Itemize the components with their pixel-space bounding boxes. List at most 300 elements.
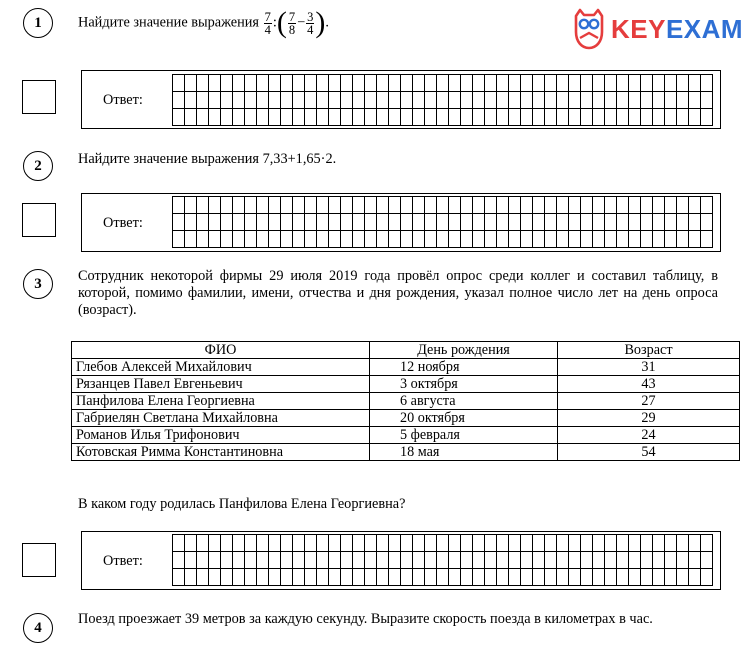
answer-cell[interactable] (557, 75, 569, 92)
answer-cell[interactable] (437, 197, 449, 214)
answer-cell[interactable] (197, 109, 209, 126)
answer-cell[interactable] (317, 75, 329, 92)
answer-cell[interactable] (593, 109, 605, 126)
answer-cell[interactable] (401, 92, 413, 109)
answer-cell[interactable] (245, 92, 257, 109)
answer-cell[interactable] (173, 569, 185, 586)
answer-cell[interactable] (197, 569, 209, 586)
answer-cell[interactable] (377, 75, 389, 92)
answer-cell[interactable] (677, 569, 689, 586)
answer-cell[interactable] (509, 214, 521, 231)
answer-cell[interactable] (305, 231, 317, 248)
answer-cell[interactable] (605, 535, 617, 552)
answer-checkbox-1[interactable] (22, 80, 56, 114)
answer-cell[interactable] (401, 109, 413, 126)
answer-cell[interactable] (689, 109, 701, 126)
answer-cell[interactable] (665, 214, 677, 231)
answer-cell[interactable] (557, 109, 569, 126)
answer-cell[interactable] (185, 197, 197, 214)
answer-cell[interactable] (425, 535, 437, 552)
answer-cell[interactable] (413, 75, 425, 92)
answer-cell[interactable] (569, 214, 581, 231)
answer-cell[interactable] (629, 569, 641, 586)
answer-cell[interactable] (341, 92, 353, 109)
answer-cell[interactable] (389, 109, 401, 126)
answer-cell[interactable] (485, 197, 497, 214)
answer-cell[interactable] (605, 214, 617, 231)
answer-cell[interactable] (641, 214, 653, 231)
answer-cell[interactable] (629, 92, 641, 109)
answer-cell[interactable] (257, 92, 269, 109)
answer-cell[interactable] (581, 231, 593, 248)
answer-cell[interactable] (329, 92, 341, 109)
answer-cell[interactable] (281, 109, 293, 126)
answer-cell[interactable] (281, 535, 293, 552)
answer-cell[interactable] (557, 214, 569, 231)
answer-cell[interactable] (353, 214, 365, 231)
answer-cell[interactable] (389, 552, 401, 569)
answer-cell[interactable] (305, 92, 317, 109)
answer-cell[interactable] (401, 214, 413, 231)
answer-cell[interactable] (353, 75, 365, 92)
answer-cell[interactable] (521, 214, 533, 231)
answer-cell[interactable] (365, 535, 377, 552)
answer-cell[interactable] (689, 214, 701, 231)
answer-cell[interactable] (305, 109, 317, 126)
answer-cell[interactable] (497, 535, 509, 552)
answer-cell[interactable] (293, 535, 305, 552)
answer-cell[interactable] (641, 75, 653, 92)
answer-cell[interactable] (353, 109, 365, 126)
answer-cell[interactable] (413, 197, 425, 214)
answer-cell[interactable] (209, 552, 221, 569)
answer-cell[interactable] (605, 197, 617, 214)
answer-cell[interactable] (437, 92, 449, 109)
answer-cell[interactable] (593, 197, 605, 214)
answer-cell[interactable] (425, 569, 437, 586)
answer-cell[interactable] (701, 92, 713, 109)
answer-cell[interactable] (209, 92, 221, 109)
answer-cell[interactable] (221, 75, 233, 92)
answer-cell[interactable] (437, 109, 449, 126)
answer-cell[interactable] (665, 197, 677, 214)
answer-cell[interactable] (485, 231, 497, 248)
answer-cell[interactable] (413, 214, 425, 231)
answer-checkbox-3[interactable] (22, 543, 56, 577)
answer-cell[interactable] (497, 109, 509, 126)
answer-cell[interactable] (173, 535, 185, 552)
answer-cell[interactable] (233, 92, 245, 109)
answer-cell[interactable] (557, 535, 569, 552)
answer-cell[interactable] (221, 535, 233, 552)
answer-cell[interactable] (233, 569, 245, 586)
answer-cell[interactable] (353, 535, 365, 552)
answer-cell[interactable] (485, 535, 497, 552)
answer-cell[interactable] (389, 569, 401, 586)
answer-cell[interactable] (689, 92, 701, 109)
answer-cell[interactable] (341, 109, 353, 126)
answer-cell[interactable] (401, 197, 413, 214)
answer-cell[interactable] (425, 552, 437, 569)
answer-cell[interactable] (497, 231, 509, 248)
answer-cell[interactable] (173, 214, 185, 231)
answer-cell[interactable] (293, 75, 305, 92)
answer-cell[interactable] (533, 214, 545, 231)
answer-cell[interactable] (485, 109, 497, 126)
answer-cell[interactable] (185, 109, 197, 126)
answer-cell[interactable] (677, 231, 689, 248)
answer-cell[interactable] (413, 92, 425, 109)
answer-cell[interactable] (701, 214, 713, 231)
answer-cell[interactable] (701, 75, 713, 92)
answer-cell[interactable] (521, 535, 533, 552)
answer-cell[interactable] (269, 569, 281, 586)
answer-cell[interactable] (353, 197, 365, 214)
answer-cell[interactable] (665, 552, 677, 569)
answer-cell[interactable] (617, 535, 629, 552)
answer-cell[interactable] (197, 552, 209, 569)
answer-cell[interactable] (617, 214, 629, 231)
answer-cell[interactable] (533, 75, 545, 92)
answer-cell[interactable] (701, 197, 713, 214)
answer-cell[interactable] (461, 214, 473, 231)
answer-cell[interactable] (653, 75, 665, 92)
answer-cell[interactable] (245, 109, 257, 126)
answer-cell[interactable] (485, 92, 497, 109)
answer-cell[interactable] (197, 535, 209, 552)
answer-cell[interactable] (269, 214, 281, 231)
answer-cell[interactable] (665, 535, 677, 552)
answer-cell[interactable] (545, 231, 557, 248)
answer-cell[interactable] (557, 92, 569, 109)
answer-cell[interactable] (617, 231, 629, 248)
answer-cell[interactable] (569, 535, 581, 552)
answer-cell[interactable] (185, 214, 197, 231)
answer-cell[interactable] (641, 569, 653, 586)
answer-cell[interactable] (257, 231, 269, 248)
answer-cell[interactable] (485, 214, 497, 231)
answer-cell[interactable] (581, 197, 593, 214)
answer-cell[interactable] (677, 109, 689, 126)
answer-cell[interactable] (641, 231, 653, 248)
answer-cell[interactable] (281, 569, 293, 586)
answer-cell[interactable] (653, 231, 665, 248)
answer-cell[interactable] (533, 535, 545, 552)
answer-cell[interactable] (677, 92, 689, 109)
answer-cell[interactable] (449, 75, 461, 92)
answer-cell[interactable] (629, 535, 641, 552)
answer-cell[interactable] (329, 109, 341, 126)
answer-cell[interactable] (533, 569, 545, 586)
answer-cell[interactable] (689, 197, 701, 214)
answer-cell[interactable] (521, 197, 533, 214)
answer-cell[interactable] (677, 197, 689, 214)
answer-cell[interactable] (665, 75, 677, 92)
answer-cell[interactable] (461, 535, 473, 552)
answer-cell[interactable] (509, 231, 521, 248)
answer-cell[interactable] (653, 535, 665, 552)
answer-cell[interactable] (509, 535, 521, 552)
answer-cell[interactable] (221, 231, 233, 248)
answer-cell[interactable] (353, 92, 365, 109)
answer-cell[interactable] (257, 109, 269, 126)
answer-cell[interactable] (425, 109, 437, 126)
answer-cell[interactable] (329, 535, 341, 552)
answer-cell[interactable] (281, 552, 293, 569)
answer-cell[interactable] (701, 535, 713, 552)
answer-cell[interactable] (509, 92, 521, 109)
answer-cell[interactable] (233, 231, 245, 248)
answer-cell[interactable] (545, 109, 557, 126)
answer-cell[interactable] (689, 75, 701, 92)
answer-cell[interactable] (449, 109, 461, 126)
answer-cell[interactable] (593, 535, 605, 552)
answer-cell[interactable] (617, 197, 629, 214)
answer-cell[interactable] (389, 231, 401, 248)
answer-cell[interactable] (317, 231, 329, 248)
answer-cell[interactable] (341, 197, 353, 214)
answer-cell[interactable] (641, 535, 653, 552)
answer-cell[interactable] (437, 214, 449, 231)
answer-cell[interactable] (269, 552, 281, 569)
answer-cell[interactable] (317, 214, 329, 231)
answer-cell[interactable] (473, 552, 485, 569)
answer-cell[interactable] (521, 552, 533, 569)
answer-cell[interactable] (593, 231, 605, 248)
answer-cell[interactable] (329, 75, 341, 92)
answer-cell[interactable] (221, 197, 233, 214)
answer-cell[interactable] (209, 197, 221, 214)
answer-cell[interactable] (701, 109, 713, 126)
answer-cell[interactable] (257, 535, 269, 552)
answer-cell[interactable] (365, 231, 377, 248)
answer-cell[interactable] (413, 109, 425, 126)
answer-cell[interactable] (257, 214, 269, 231)
answer-cell[interactable] (401, 75, 413, 92)
answer-cell[interactable] (257, 569, 269, 586)
answer-cell[interactable] (533, 231, 545, 248)
answer-cell[interactable] (269, 109, 281, 126)
answer-cell[interactable] (317, 109, 329, 126)
answer-cell[interactable] (197, 197, 209, 214)
answer-cell[interactable] (365, 197, 377, 214)
answer-cell[interactable] (341, 214, 353, 231)
answer-cell[interactable] (305, 535, 317, 552)
answer-cell[interactable] (185, 569, 197, 586)
answer-cell[interactable] (293, 214, 305, 231)
answer-cell[interactable] (569, 75, 581, 92)
answer-cell[interactable] (377, 552, 389, 569)
answer-cell[interactable] (221, 92, 233, 109)
answer-cell[interactable] (689, 535, 701, 552)
answer-cell[interactable] (557, 569, 569, 586)
answer-cell[interactable] (221, 214, 233, 231)
answer-cell[interactable] (245, 535, 257, 552)
answer-cell[interactable] (353, 552, 365, 569)
answer-cell[interactable] (245, 197, 257, 214)
answer-cell[interactable] (401, 552, 413, 569)
answer-cell[interactable] (425, 75, 437, 92)
answer-cell[interactable] (581, 552, 593, 569)
answer-cell[interactable] (173, 552, 185, 569)
answer-cell[interactable] (425, 197, 437, 214)
answer-cell[interactable] (701, 552, 713, 569)
answer-cell[interactable] (233, 75, 245, 92)
answer-cell[interactable] (593, 75, 605, 92)
answer-cell[interactable] (605, 569, 617, 586)
answer-cell[interactable] (437, 231, 449, 248)
answer-cell[interactable] (245, 569, 257, 586)
answer-cell[interactable] (305, 569, 317, 586)
answer-cell[interactable] (389, 197, 401, 214)
answer-cell[interactable] (377, 197, 389, 214)
answer-cell[interactable] (461, 92, 473, 109)
answer-cell[interactable] (173, 75, 185, 92)
answer-cell[interactable] (521, 109, 533, 126)
answer-cell[interactable] (545, 197, 557, 214)
answer-cell[interactable] (449, 92, 461, 109)
answer-cell[interactable] (341, 231, 353, 248)
answer-cell[interactable] (341, 552, 353, 569)
answer-cell[interactable] (389, 92, 401, 109)
answer-cell[interactable] (389, 75, 401, 92)
answer-cell[interactable] (449, 535, 461, 552)
answer-cell[interactable] (461, 109, 473, 126)
answer-cell[interactable] (281, 214, 293, 231)
answer-cell[interactable] (365, 92, 377, 109)
answer-cell[interactable] (593, 552, 605, 569)
answer-cell[interactable] (245, 214, 257, 231)
answer-cell[interactable] (569, 552, 581, 569)
answer-cell[interactable] (401, 231, 413, 248)
answer-cell[interactable] (305, 197, 317, 214)
answer-cell[interactable] (281, 92, 293, 109)
answer-cell[interactable] (521, 231, 533, 248)
answer-cell[interactable] (677, 75, 689, 92)
answer-cell[interactable] (497, 552, 509, 569)
answer-cell[interactable] (629, 552, 641, 569)
answer-cell[interactable] (473, 75, 485, 92)
answer-cell[interactable] (605, 109, 617, 126)
answer-cell[interactable] (461, 75, 473, 92)
answer-cell[interactable] (653, 92, 665, 109)
answer-cell[interactable] (461, 231, 473, 248)
answer-cell[interactable] (197, 75, 209, 92)
answer-cell[interactable] (329, 552, 341, 569)
answer-cell[interactable] (497, 197, 509, 214)
answer-cell[interactable] (461, 552, 473, 569)
answer-cell[interactable] (173, 109, 185, 126)
answer-cell[interactable] (701, 231, 713, 248)
answer-cell[interactable] (257, 552, 269, 569)
answer-cell[interactable] (581, 569, 593, 586)
answer-cell[interactable] (653, 214, 665, 231)
answer-cell[interactable] (269, 535, 281, 552)
answer-cell[interactable] (449, 214, 461, 231)
answer-cell[interactable] (293, 92, 305, 109)
answer-cell[interactable] (473, 214, 485, 231)
answer-cell[interactable] (233, 535, 245, 552)
answer-cell[interactable] (377, 535, 389, 552)
answer-cell[interactable] (665, 109, 677, 126)
answer-cell[interactable] (377, 92, 389, 109)
answer-cell[interactable] (653, 552, 665, 569)
answer-cell[interactable] (245, 552, 257, 569)
answer-cell[interactable] (209, 231, 221, 248)
answer-cell[interactable] (653, 569, 665, 586)
answer-cell[interactable] (605, 552, 617, 569)
answer-cell[interactable] (305, 214, 317, 231)
answer-cell[interactable] (497, 569, 509, 586)
answer-cell[interactable] (353, 569, 365, 586)
answer-cell[interactable] (257, 197, 269, 214)
answer-cell[interactable] (293, 552, 305, 569)
answer-cell[interactable] (221, 109, 233, 126)
answer-cell[interactable] (533, 552, 545, 569)
answer-cell[interactable] (497, 214, 509, 231)
answer-cell[interactable] (437, 75, 449, 92)
answer-cell[interactable] (197, 231, 209, 248)
answer-cell[interactable] (185, 552, 197, 569)
answer-cell[interactable] (629, 214, 641, 231)
answer-cell[interactable] (413, 535, 425, 552)
answer-cell[interactable] (581, 75, 593, 92)
answer-cell[interactable] (329, 231, 341, 248)
answer-cell[interactable] (629, 197, 641, 214)
answer-cell[interactable] (233, 109, 245, 126)
answer-cell[interactable] (689, 569, 701, 586)
answer-cell[interactable] (209, 535, 221, 552)
answer-cell[interactable] (233, 214, 245, 231)
answer-cell[interactable] (617, 552, 629, 569)
answer-cell[interactable] (641, 552, 653, 569)
answer-cell[interactable] (197, 92, 209, 109)
answer-cell[interactable] (389, 535, 401, 552)
answer-cell[interactable] (401, 535, 413, 552)
answer-cell[interactable] (209, 569, 221, 586)
answer-cell[interactable] (677, 214, 689, 231)
answer-cell[interactable] (437, 552, 449, 569)
answer-cell[interactable] (173, 231, 185, 248)
answer-cell[interactable] (485, 75, 497, 92)
answer-cell[interactable] (365, 75, 377, 92)
answer-cell[interactable] (545, 569, 557, 586)
answer-cell[interactable] (185, 92, 197, 109)
answer-cell[interactable] (365, 552, 377, 569)
answer-cell[interactable] (233, 197, 245, 214)
answer-cell[interactable] (521, 92, 533, 109)
answer-cell[interactable] (665, 231, 677, 248)
answer-cell[interactable] (425, 214, 437, 231)
answer-cell[interactable] (317, 197, 329, 214)
answer-cell[interactable] (545, 552, 557, 569)
answer-cell[interactable] (185, 231, 197, 248)
answer-cell[interactable] (461, 569, 473, 586)
answer-cell[interactable] (677, 535, 689, 552)
answer-cell[interactable] (617, 75, 629, 92)
answer-cell[interactable] (401, 569, 413, 586)
answer-cell[interactable] (557, 231, 569, 248)
answer-cell[interactable] (317, 569, 329, 586)
answer-cell[interactable] (257, 75, 269, 92)
answer-cell[interactable] (281, 231, 293, 248)
answer-cell[interactable] (437, 569, 449, 586)
answer-cell[interactable] (377, 214, 389, 231)
answer-cell[interactable] (329, 569, 341, 586)
answer-cell[interactable] (605, 231, 617, 248)
answer-cell[interactable] (461, 197, 473, 214)
answer-cell[interactable] (317, 552, 329, 569)
